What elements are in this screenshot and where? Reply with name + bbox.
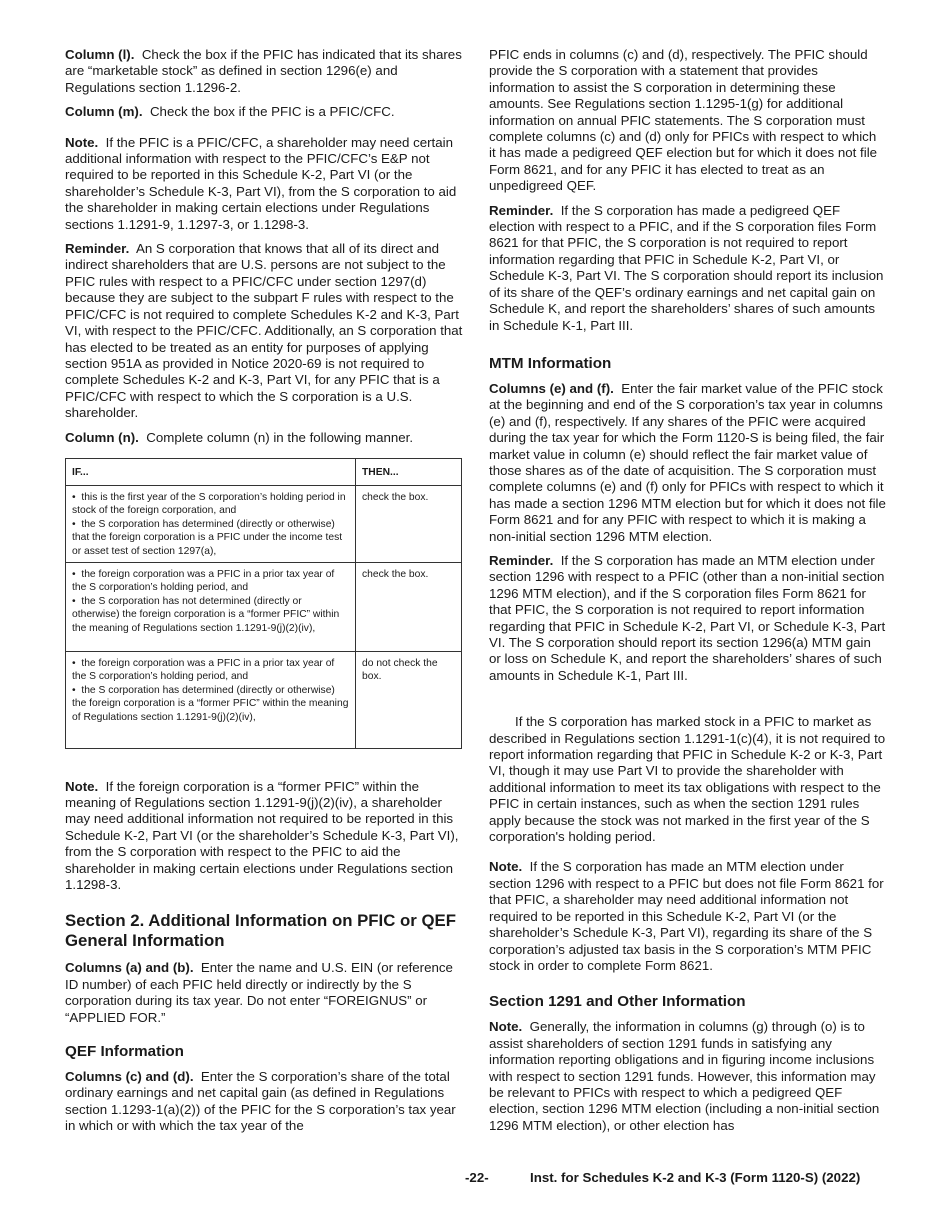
column-n-paragraph: Column (n). Complete column (n) in the following manner. — [65, 429, 414, 445]
columns-e-f-paragraph: Columns (e) and (f). Enter the fair market value of the PFIC stock at the beginning and end of the S corporation’s tax year in columns (e) and (f), respectively. If any shares of the PFIC were acquired during the tax year for which the Form 1120-S is being filed, the fair market value in column (e) should reflect the fair market value of those shares as of the date of acquisition. The S corporation must complete columns (e) and (f) only for PFICs with respect to which it has made a section 1296 MTM election but for which it does not file Form 8621 and for any PFIC with respect to which it is making a non-initial section 1296 MTM election. — [489, 380, 886, 544]
reminder-mtm-election: Reminder. If the S corporation has made an MTM election under section 1296 with respect to a PFIC (other than a non-initial section 1296 MTM election), and if the S corporation files Form 8621 for that PFIC, the S corporation is not required to report information regarding that PFIC in Schedule K-2, Part VI, or Schedule K-3, Part VI. The S corporation should report its section 1296(a) MTM gain or loss on Schedule K, and report the shareholders’ shares of such amounts in Schedule K-1, Part III. — [489, 552, 886, 683]
note-mtm-basis: Note. If the S corporation has made an MTM election under section 1296 with respect to a PFIC but does not file Form 8621 for that PFIC, a shareholder may need additional information not required to be reported in this Schedule K-2, Part VI (or the shareholder’s Schedule K-3, Part VI), regarding its share of the S corporation’s adjusted tax basis in the S corporation’s MTM PFIC stock in order to complete Form 8621. — [489, 859, 884, 973]
table-cell-then: do not check the box. — [356, 651, 462, 748]
columns-a-b-paragraph: Columns (a) and (b). Enter the name and U.S. EIN (or reference ID number) of each PFIC held directly or indirectly by the S corporation during its tax year. Do not enter “FOREIGNUS” or “APPLIED FOR.” — [65, 960, 453, 1025]
table-cell-if: • the foreign corporation was a PFIC in a prior tax year of the S corporation’s holding period, and • the S corporation has not determined (directly or otherwise) the foreign corporation is a “former PFIC” within the meaning of Regulations section 1.1291-9(j)(2)(iv), — [66, 562, 356, 651]
table-row — [66, 651, 462, 748]
reminder-subpart-f: Reminder. An S corporation that knows that all of its direct and indirect shareholders that are U.S. persons are not subject to the PFIC rules with respect to a PFIC/CFC under section 1297(d) because they are subject to the subpart F rules with respect to the PFIC/CFC is not required to complete Schedules K-2 and K-3, Part VI, with respect to the PFIC/CFC. Additionally, an S corporation that has elected to be treated as an entity for purposes of applying section 951A as provided in Notice 2020-69 is not required to complete Schedules K-2 and K-3, Part VI, for any PFIC that is a PFIC/CFC with respect to which the S corporation is a U.S. shareholder. — [65, 241, 463, 421]
table-header-row — [66, 458, 462, 485]
table-row — [66, 485, 462, 562]
table-cell-then: check the box. — [356, 485, 462, 562]
table-row — [66, 562, 462, 651]
table-cell-if: • the foreign corporation was a PFIC in a prior tax year of the S corporation’s holding period, and • the S corporation has determined (directly or otherwise) the foreign corporation is a “former PFIC” within the meaning of Regulations section 1.1291-9(j)(2)(iv), — [66, 651, 356, 748]
columns-c-d-continued: PFIC ends in columns (c) and (d), respectively. The PFIC should provide the S corporation with a statement that provides information to assist the S corporation in determining these amounts. See Regulations section 1.1295-1(g) for additional information on annual PFIC statements. The S corporation must complete columns (c) and (d) only for PFICs with respect to which it has made a pedigreed QEF election but for which it does not file Form 8621, and for any PFIC it has elected to treat as an unpedigreed QEF. — [489, 47, 878, 194]
marked-stock-paragraph: If the S corporation has marked stock in a PFIC to market as described in Regulations section 1.1291-1(c)(4), it is not required to report information regarding that PFIC in Schedule K-2 or K-3, Part VI, though it may use Part VI to provide the shareholder with additional information to meet its tax obligations with respect to the PFIC in certain instances, such as when the section 1291 rules apply because the stock was not marked in the first year of the S corporation's holding period. — [489, 714, 886, 845]
note-pfic-cfc: Note. If the PFIC is a PFIC/CFC, a shareholder may need certain additional information with respect to the PFIC/CFC’s E&P not required to be reported in this Schedule K-2, Part VI (or the shareholder’s Schedule K-3, Part VI), from the S corporation to aid the shareholder in making certain elections under Regulations sections 1.1291-9, 1.1297-3, or 1.1298-3. — [65, 134, 457, 232]
columns-c-d-paragraph: Columns (c) and (d). Enter the S corporation’s share of the total ordinary earnings and net capital gain (as defined in Regulations section 1.1293-1(a)(2)) of the PFIC for the S corporation’s tax year in which or with which the tax year of the — [65, 1068, 456, 1134]
column-m-paragraph: Column (m). Check the box if the PFIC is a PFIC/CFC. — [65, 104, 395, 120]
section-1291-heading: Section 1291 and Other Information — [489, 993, 746, 1011]
note-section-1291: Note. Generally, the information in columns (g) through (o) is to assist shareholders of section 1291 funds in satisfying any information reporting obligations and in figuring income inclusions with respect to section 1291 funds. However, this information may be relevant to PFICs with respect to which a pedigreed QEF election, section 1296 MTM election (including a non-initial section 1296 MTM election), or other election has — [489, 1019, 880, 1133]
document-title: Inst. for Schedules K-2 and K-3 (Form 1120-S) (2022) — [530, 1170, 861, 1185]
table-header-then: THEN... — [356, 458, 462, 485]
column-n-table — [65, 458, 462, 749]
column-l-paragraph: Column (l). Check the box if the PFIC has indicated that its shares are “marketable stock” as defined in section 1296(e) and Regulations section 1.1296-2. — [65, 47, 462, 95]
page-footer — [465, 1170, 861, 1185]
left-column — [65, 47, 463, 1143]
table-header-if: IF... — [66, 458, 356, 485]
section-2-heading: Section 2. Additional Information on PFIC or QEF General Information — [65, 911, 456, 951]
table-cell-if: • this is the first year of the S corporation’s holding period in stock of the foreign corporation, and • the S corporation has determined (directly or otherwise) that the foreign corporation is a PFIC under the income test or asset test of section 1297(a), — [66, 485, 356, 562]
mtm-information-heading: MTM Information — [489, 354, 612, 372]
qef-information-heading: QEF Information — [65, 1042, 184, 1060]
page-number: -22- — [465, 1170, 489, 1185]
table-cell-then: check the box. — [356, 562, 462, 651]
note-former-pfic: Note. If the foreign corporation is a “former PFIC” within the meaning of Regulations section 1.1291-9(j)(2)(iv), a shareholder may need additional information not required to be reported in this Schedule K-2, Part VI (or the shareholder’s Schedule K-3, Part VI), from the S corporation with respect to the PFIC to aid the shareholder in making certain elections under Regulations section 1.1298-3. — [65, 778, 459, 892]
reminder-pedigreed-qef: Reminder. If the S corporation has made a pedigreed QEF election with respect to a PFIC, and if the S corporation files Form 8621 for that PFIC, the S corporation is not required to report information regarding that PFIC in Schedule K-2, Part VI, or Schedule K-3, Part VI. The S corporation should report its inclusion of its share of the QEF’s ordinary earnings and net capital gain on Schedule K, and report the shareholders’ shares of such amounts in Schedule K-1, Part III. — [489, 202, 884, 333]
right-column — [489, 47, 886, 1142]
